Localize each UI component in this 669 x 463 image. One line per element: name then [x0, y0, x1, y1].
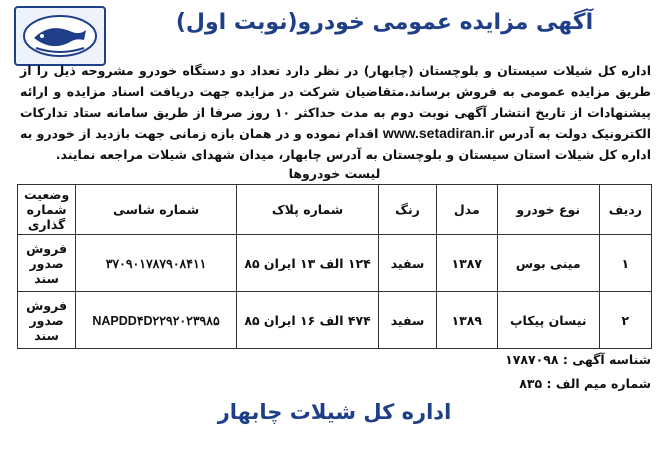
cell-registration-status: فروش صدور سند: [18, 235, 76, 292]
notice-id: شناسه آگهی : ۱۷۸۷۰۹۸: [505, 352, 651, 367]
cell-vehicle-type: مینی بوس: [497, 235, 599, 292]
setad-website-link[interactable]: www.setadiran.ir: [382, 125, 495, 141]
cell-model: ۱۳۸۷: [436, 235, 497, 292]
col-header-color: رنگ: [379, 185, 437, 235]
notice-body: [20, 60, 651, 165]
fish-icon: [14, 6, 106, 66]
cell-model: ۱۳۸۹: [436, 292, 497, 349]
notice-paragraph-2: اقدام نموده و در همان بازه زمانی جهت بازدید از خودرو به اداره کل شیلات استان سیستان و بلوچستان به آدرس چابهار، میدان شهدای شیلات مراجعه نمایند.: [20, 126, 651, 162]
col-header-vehicle-type: نوع خودرو: [497, 185, 599, 235]
table-row: [18, 292, 652, 349]
cell-row-number: ۱: [599, 235, 651, 292]
col-header-registration-status: وضعیت شماره گذاری: [18, 185, 76, 235]
table-row: [18, 235, 652, 292]
notice-paragraph-1: اداره کل شیلات سیستان و بلوچستان (چابهار) در نظر دارد تعداد دو دستگاه خودرو مشروحه ذیل را از طریق مزایده عمومی به فروش برساند.متقاضیان شرکت در مزایده جهت دریافت اسناد مزایده و ارائه پیشنهادات از تاریخ انتشار آگهی نوبت دوم به مدت حداکثر ۱۰ روز صرفا از طریق سامانه ستاد تدارکات الکترونیک دولت به آدرس: [20, 63, 651, 141]
vehicle-table: [17, 184, 652, 349]
cell-registration-status: فروش صدور سند: [18, 292, 76, 349]
organization-name: اداره کل شیلات چابهار: [217, 400, 452, 424]
col-header-plate: شماره پلاک: [236, 185, 378, 235]
cell-chassis: ۳۷۰۹۰۱۷۸۷۹۰۸۴۱۱: [76, 235, 237, 292]
cell-plate: ۴۷۴ الف ۱۶ ایران ۸۵: [236, 292, 378, 349]
col-header-model: مدل: [436, 185, 497, 235]
cell-color: سفید: [379, 235, 437, 292]
cell-color: سفید: [379, 292, 437, 349]
cell-vehicle-type: نیسان پیکاپ: [497, 292, 599, 349]
col-header-row-number: ردیف: [599, 185, 651, 235]
vehicle-list-caption: لیست خودروها: [288, 166, 381, 181]
table-header-row: [18, 185, 652, 235]
mim-alef-number: شماره میم الف : ۸۳۵: [519, 376, 651, 391]
cell-plate: ۱۲۴ الف ۱۳ ایران ۸۵: [236, 235, 378, 292]
cell-row-number: ۲: [599, 292, 651, 349]
cell-chassis: NAPDD۴D۲۲۹۲۰۲۳۹۸۵: [76, 292, 237, 349]
notice-title: آگهی مزایده عمومی خودرو(نوبت اول): [175, 10, 594, 35]
col-header-chassis: شماره شاسی: [76, 185, 237, 235]
